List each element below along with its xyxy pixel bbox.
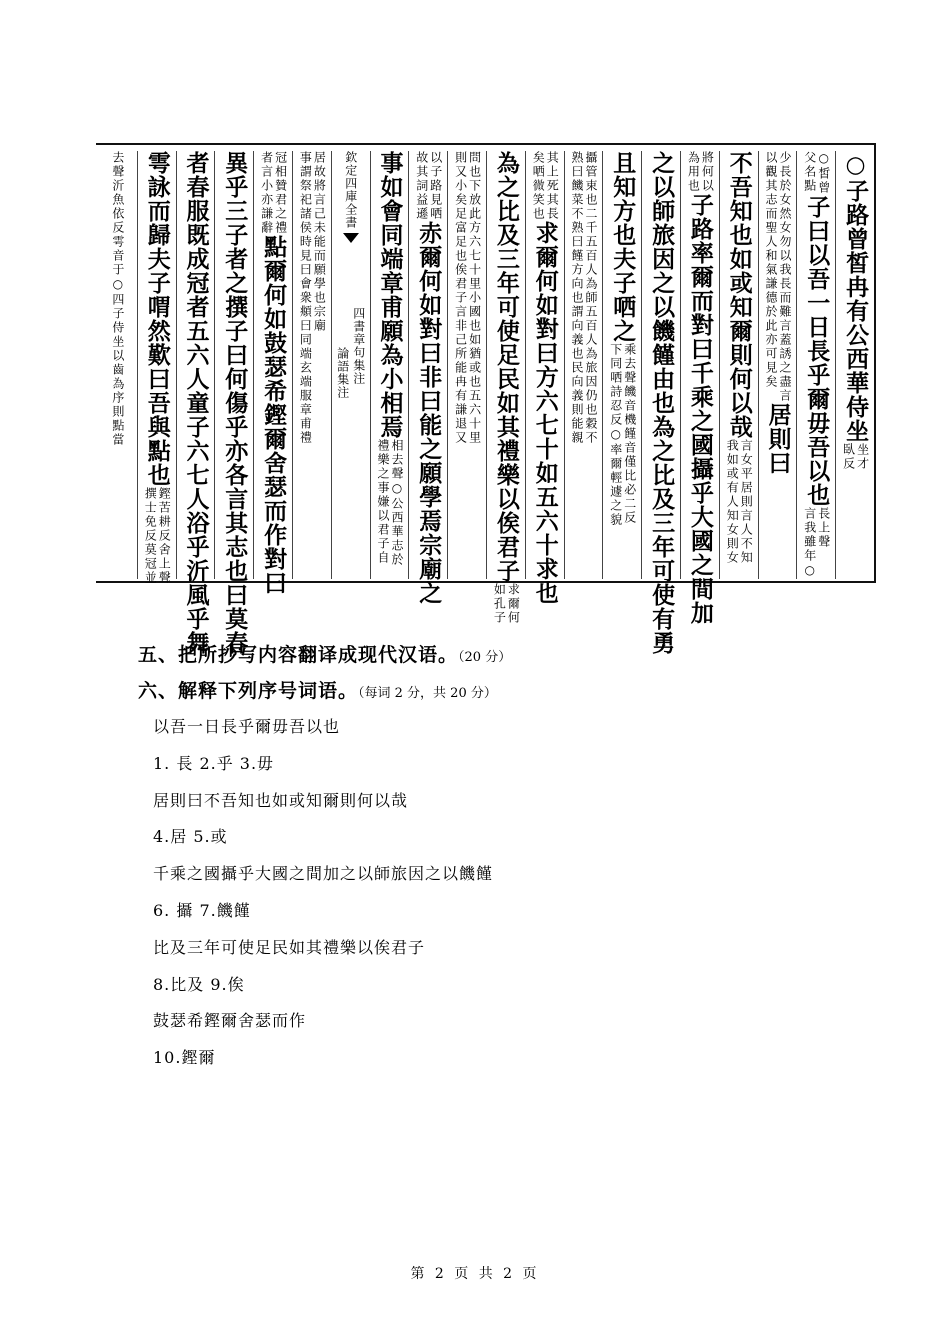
text-column (408, 151, 447, 605)
main-text: 雩詠而歸夫子喟然歎曰吾與點也 (143, 151, 171, 487)
commentary-note (570, 151, 597, 445)
note-line: 為用也 (686, 151, 701, 193)
note-line: 將何以 (700, 151, 715, 193)
text-column (370, 151, 409, 579)
text-column (214, 151, 253, 655)
note-line: 求爾何 (506, 583, 521, 625)
note-line: 如孔子 (492, 583, 507, 625)
commentary-note (842, 443, 869, 471)
main-text: 者春服既成冠者五六人童子六七人浴乎沂風乎舞 (182, 151, 210, 655)
note-line: 鏗苦耕反舍上聲 (157, 487, 172, 585)
note-line: 少長於女然女勿以我長而難言蓋誘之盡言 (777, 151, 792, 403)
note-line: 下同哂詩忍反○率爾輕遽之貌 (608, 343, 623, 527)
main-text: 點爾何如鼓瑟希鏗爾舍瑟而作對曰 (260, 235, 288, 595)
note-line: 以子路見哂 (428, 151, 443, 221)
book-title: 論語集注 (335, 347, 350, 399)
note-line: 者言小亦謙辭 (259, 151, 274, 235)
question-line: 8.比及 9.俟 (153, 975, 245, 994)
question-line: 比及三年可使足民如其禮樂以俟君子 (153, 938, 426, 957)
question-line: 千乘之國攝乎大國之間加之以師旅因之以饑饉 (153, 864, 494, 883)
note-line: 問也下放此方六七十里小國也如猶或也五六十里 (467, 151, 482, 445)
note-line: 撰士免反莫冠並 (143, 487, 158, 585)
main-text: 居則曰 (764, 403, 792, 475)
note-line: 去聲沂魚依反雩音于○四子侍坐以齒為序則點當 (110, 151, 125, 447)
fishtail-mark (343, 233, 359, 243)
text-column (176, 151, 215, 655)
text-column (758, 151, 797, 579)
note-line: 臥反 (841, 443, 856, 471)
commentary-note (803, 151, 830, 195)
text-column (602, 151, 641, 579)
note-line: ○皙曾 (816, 151, 831, 195)
note-line: 則又小矣足富足也俟君子言非己所能冉有謙退又 (453, 151, 468, 445)
main-text: 之以師旅因之以饑饉由也為之比及三年可使有勇 (648, 151, 676, 655)
note-line: 事謂祭祀諸侯時見曰會衆頫曰同端玄端服章甫禮 (298, 151, 313, 445)
question-line: 1. 長 2.乎 3.毋 (153, 754, 275, 773)
main-text: 不吾知也如或知爾則何以哉 (725, 151, 753, 439)
book-title: 四書章句集注 (351, 307, 366, 385)
text-column (292, 151, 331, 579)
question-line: 4.居 5.或 (153, 827, 228, 846)
commentary-note (454, 151, 481, 445)
question-line: 鼓瑟希鏗爾舍瑟而作 (153, 1011, 307, 1030)
note-line: 熟曰饑菜不熟曰饉方向也謂向義也民向義則能親 (569, 151, 584, 445)
commentary-note (609, 343, 636, 527)
edition-title: 欽定四庫全書 (343, 151, 358, 229)
note-line: 矣哂微笑也 (531, 151, 546, 221)
main-text: 赤爾何如對曰非曰能之願學焉宗廟之 (415, 221, 443, 605)
main-text: ○子路曾皙冉有公西華侍坐 (842, 151, 870, 443)
text-column (137, 151, 176, 585)
main-text: 為之比及三年可使足民如其禮樂以俟君子 (492, 151, 520, 583)
text-column (564, 151, 603, 579)
text-column (447, 151, 486, 579)
commentary-note (492, 583, 519, 625)
commentary-note (686, 151, 713, 193)
commentary-note (376, 439, 403, 567)
note-line: 其上死其長 (545, 151, 560, 221)
note-line: 禮樂之事嫌以君子自 (375, 439, 390, 565)
commentary-note (143, 487, 170, 585)
commentary-note (764, 151, 791, 403)
commentary-note (298, 151, 325, 445)
text-column (331, 151, 370, 579)
main-text: 子路率爾而對曰千乘之國攝乎大國之間加 (686, 193, 714, 625)
text-column (525, 151, 564, 605)
text-column (719, 151, 758, 579)
note-line: 冠相贊君之禮 (273, 151, 288, 235)
note-line: 相去聲○公西華志於 (389, 439, 404, 567)
commentary-note (415, 151, 442, 221)
note-line: 我如或有人知女則女 (725, 439, 740, 565)
section-5-heading: 五、把所抄写内容翻译成现代汉语。（20 分） (138, 644, 512, 666)
note-line: 故其詞益遜 (414, 151, 429, 221)
page-footer: 第 2 页 共 2 页 (410, 1266, 540, 1282)
question-line: 以吾一日長乎爾毋吾以也 (153, 717, 341, 736)
main-text: 求爾何如對曰方六七十如五六十求也 (531, 221, 559, 605)
note-line: 以觀其志而聖人和氣謙德於此亦可見矣 (763, 151, 778, 389)
commentary-note (260, 151, 287, 235)
commentary-note (531, 151, 558, 221)
note-line: 言女平居則言人不知 (739, 439, 754, 565)
commentary-note (111, 151, 124, 447)
main-text: 事如會同端章甫願為小相焉 (376, 151, 404, 439)
note-line: 長上聲 (816, 507, 831, 549)
text-column (835, 151, 874, 579)
question-line: 6. 攝 7.饑饉 (153, 901, 251, 920)
note-line: 父名點 (802, 151, 817, 193)
note-line: 居故將言己未能而願學也宗廟 (312, 151, 327, 333)
text-column (796, 151, 835, 579)
text-column (641, 151, 680, 655)
main-text: 且知方也夫子哂之 (609, 151, 637, 343)
main-text: 子曰以吾一日長乎爾毋吾以也 (803, 195, 831, 507)
note-line: 乘去聲饑音機饉音僅比必二反 (622, 343, 637, 525)
question-line: 10.鏗爾 (153, 1048, 216, 1067)
note-line: 攝管束也二千五百人為師五百人為旅因仍也穀不 (583, 151, 598, 445)
commentary-note (725, 439, 752, 565)
commentary-note (803, 507, 830, 579)
question-line: 居則曰不吾知也如或知爾則何以哉 (153, 791, 409, 810)
note-line: 坐才 (855, 443, 870, 471)
text-column (98, 151, 137, 579)
text-column (680, 151, 719, 625)
section-6-heading: 六、解释下列序号词语。（每词 2 分，共 20 分） (138, 680, 497, 702)
text-column (253, 151, 292, 595)
text-column (486, 151, 525, 625)
note-line: 言我雖年○ (802, 507, 817, 579)
main-text: 異乎三子者之撰子曰何傷乎亦各言其志也曰莫春 (221, 151, 249, 655)
